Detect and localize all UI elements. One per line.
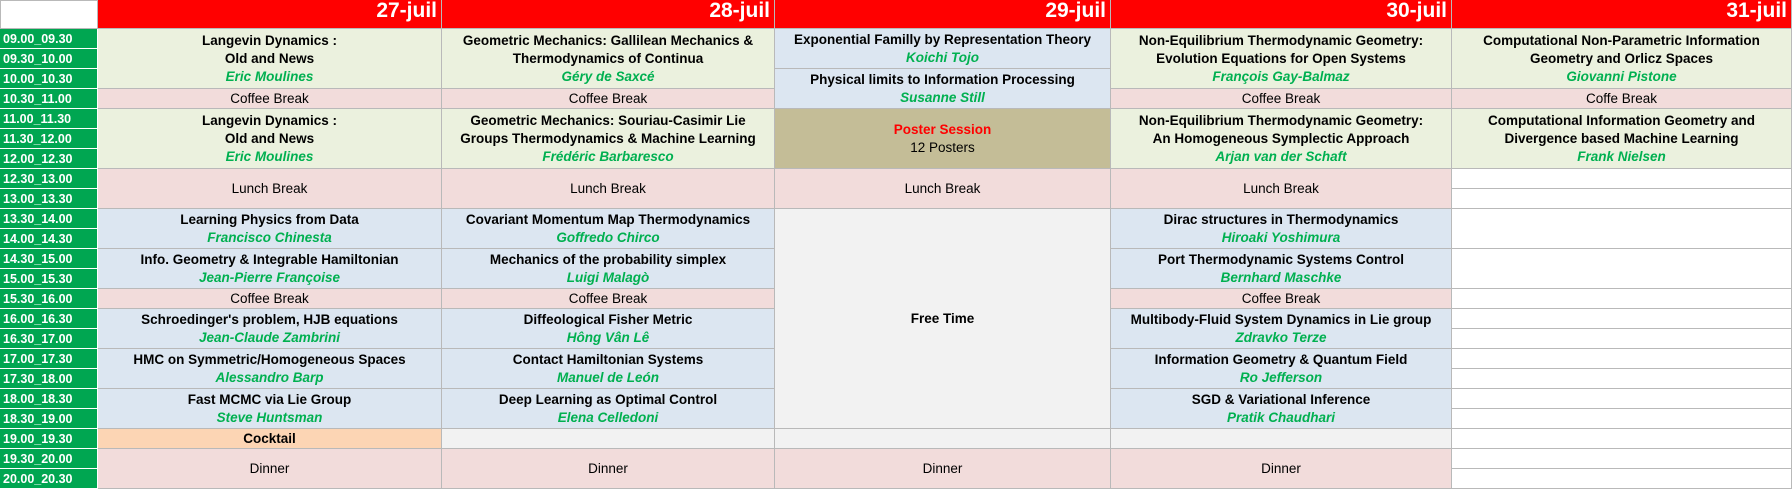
speaker-name: Zdravko Terze <box>1235 329 1327 345</box>
session-label: Free Time <box>910 310 975 326</box>
session-label: Coffee Break <box>230 290 309 306</box>
lunch-break <box>775 169 1111 209</box>
poster-count: 12 Posters <box>910 139 975 155</box>
session-label: Lunch Break <box>231 180 308 196</box>
speaker-name: Jean-Pierre Françoise <box>198 269 341 285</box>
talk-session <box>775 29 1111 69</box>
talk-session <box>1111 109 1452 169</box>
session-label: Dinner <box>588 460 628 476</box>
talk-title: Langevin Dynamics : <box>201 32 338 48</box>
empty-slot <box>1452 369 1792 389</box>
speaker-name: Francisco Chinesta <box>207 229 332 245</box>
talk-session <box>98 349 442 389</box>
talk-session <box>1111 309 1452 349</box>
talk-title: Geometry and Orlicz Spaces <box>1529 50 1714 66</box>
empty-slot <box>1452 329 1792 349</box>
speaker-name: Koichi Tojo <box>906 49 979 65</box>
cocktail <box>98 429 442 449</box>
time-slot-label: 17.00_17.30 <box>0 349 98 369</box>
talk-title: Schroedinger's problem, HJB equations <box>141 311 398 327</box>
talk-title: Geometric Mechanics: Souriau-Casimir Lie <box>470 112 746 128</box>
free-slot <box>775 209 1111 429</box>
talk-title: Covariant Momentum Map Thermodynamics <box>465 211 751 227</box>
speaker-name: Eric Moulines <box>225 68 314 84</box>
dinner <box>775 449 1111 489</box>
time-slot-label: 15.30_16.00 <box>0 289 98 309</box>
speaker-name: Jean-Claude Zambrini <box>198 329 341 345</box>
time-slot-label: 14.00_14.30 <box>0 229 98 249</box>
talk-title: Old and News <box>224 130 315 146</box>
speaker-name: Frédéric Barbaresco <box>542 148 674 164</box>
talk-session <box>98 209 442 249</box>
time-slot-label: 18.00_18.30 <box>0 389 98 409</box>
time-slot-label: 11.00_11.30 <box>0 109 98 129</box>
talk-session <box>1111 249 1452 289</box>
talk-session <box>442 109 775 169</box>
talk-session <box>442 309 775 349</box>
day-header: 29-juil <box>775 0 1111 29</box>
speaker-name: Frank Nielsen <box>1577 148 1666 164</box>
time-slot-label: 15.00_15.30 <box>0 269 98 289</box>
talk-session <box>442 389 775 429</box>
time-slot-label: 16.30_17.00 <box>0 329 98 349</box>
day-header: 27-juil <box>98 0 442 29</box>
session-label: Dinner <box>1261 460 1301 476</box>
talk-session <box>1111 349 1452 389</box>
talk-title: Fast MCMC via Lie Group <box>187 391 352 407</box>
talk-title: Diffeological Fisher Metric <box>523 311 693 327</box>
talk-session <box>442 29 775 89</box>
coffee-break <box>1111 89 1452 109</box>
time-slot-label: 10.30_11.00 <box>0 89 98 109</box>
time-slot-label: 12.00_12.30 <box>0 149 98 169</box>
speaker-name: Eric Moulines <box>225 148 314 164</box>
session-label: Coffee Break <box>230 90 309 106</box>
speaker-name: Pratik Chaudhari <box>1226 409 1336 425</box>
time-slot-label: 12.30_13.00 <box>0 169 98 189</box>
talk-session <box>442 249 775 289</box>
coffee-break <box>98 289 442 309</box>
session-label: Coffe Break <box>1585 90 1658 106</box>
empty-slot <box>1452 249 1792 289</box>
talk-session <box>442 209 775 249</box>
talk-title: Info. Geometry & Integrable Hamiltonian <box>140 251 399 267</box>
talk-title: An Homogeneous Symplectic Approach <box>1152 130 1410 146</box>
day-header: 30-juil <box>1111 0 1452 29</box>
free-slot <box>1111 429 1452 449</box>
session-label: Lunch Break <box>570 180 646 196</box>
time-slot-label: 13.30_14.00 <box>0 209 98 229</box>
talk-title: Groups Thermodynamics & Machine Learning <box>460 130 756 146</box>
session-label: Dinner <box>249 460 290 476</box>
empty-slot <box>1452 349 1792 369</box>
speaker-name: Steve Huntsman <box>216 409 323 425</box>
session-label: Coffee Break <box>568 90 648 106</box>
corner-cell <box>0 0 98 29</box>
time-slot-label: 16.00_16.30 <box>0 309 98 329</box>
talk-session <box>1452 29 1792 89</box>
talk-title: Mechanics of the probability simplex <box>489 251 727 267</box>
time-slot-label: 20.00_20.30 <box>0 469 98 489</box>
talk-title: Geometric Mechanics: Gallilean Mechanics & <box>462 32 754 48</box>
talk-session <box>1111 389 1452 429</box>
dinner <box>98 449 442 489</box>
time-slot-label: 19.00_19.30 <box>0 429 98 449</box>
empty-slot <box>1452 209 1792 249</box>
time-slot-label: 09.30_10.00 <box>0 49 98 69</box>
talk-title: Multibody-Fluid System Dynamics in Lie group <box>1130 311 1432 327</box>
speaker-name: François Gay-Balmaz <box>1212 68 1350 84</box>
empty-slot <box>1452 429 1792 449</box>
talk-title: Langevin Dynamics : <box>201 112 338 128</box>
speaker-name: Luigi Malagò <box>566 269 650 285</box>
talk-title: Exponential Familly by Representation Theory <box>793 31 1092 47</box>
poster-session-title: Poster Session <box>893 121 992 137</box>
time-slot-label: 14.30_15.00 <box>0 249 98 269</box>
talk-title: Non-Equilibrium Thermodynamic Geometry: <box>1138 112 1424 128</box>
talk-session <box>1111 209 1452 249</box>
poster-session <box>775 109 1111 169</box>
speaker-name: Goffredo Chirco <box>556 229 660 245</box>
time-slot-label: 17.30_18.00 <box>0 369 98 389</box>
talk-title: Dirac structures in Thermodynamics <box>1163 211 1399 227</box>
speaker-name: Hiroaki Yoshimura <box>1221 229 1341 245</box>
time-slot-label: 11.30_12.00 <box>0 129 98 149</box>
free-slot <box>775 429 1111 449</box>
dinner <box>1111 449 1452 489</box>
lunch-break <box>98 169 442 209</box>
speaker-name: Arjan van der Schaft <box>1215 148 1347 164</box>
talk-title: Computational Information Geometry and <box>1487 112 1755 128</box>
session-label: Lunch Break <box>904 180 981 196</box>
empty-slot <box>1452 309 1792 329</box>
talk-session <box>98 249 442 289</box>
talk-title: Divergence based Machine Learning <box>1504 130 1739 146</box>
session-label: Cocktail <box>243 430 296 446</box>
time-slot-label: 09.00_09.30 <box>0 29 98 49</box>
talk-session <box>98 309 442 349</box>
talk-title: Contact Hamiltonian Systems <box>512 351 704 367</box>
session-label: Coffee Break <box>1241 90 1321 106</box>
speaker-name: Elena Celledoni <box>557 409 659 425</box>
talk-session <box>1452 109 1792 169</box>
coffee-break <box>1452 89 1792 109</box>
talk-session <box>442 349 775 389</box>
coffee-break <box>442 89 775 109</box>
talk-title: Thermodynamics of Continua <box>512 50 704 66</box>
time-slot-label: 10.00_10.30 <box>0 69 98 89</box>
talk-title: Port Thermodynamic Systems Control <box>1157 251 1405 267</box>
lunch-break <box>442 169 775 209</box>
speaker-name: Giovanni Pistone <box>1566 68 1677 84</box>
speaker-name: Manuel de León <box>556 369 659 385</box>
talk-session <box>98 389 442 429</box>
coffee-break <box>442 289 775 309</box>
empty-slot <box>1452 289 1792 309</box>
day-header: 31-juil <box>1452 0 1792 29</box>
coffee-break <box>98 89 442 109</box>
speaker-name: Ro Jefferson <box>1239 369 1323 385</box>
session-label: Lunch Break <box>1243 180 1319 196</box>
day-header: 28-juil <box>442 0 775 29</box>
dinner <box>442 449 775 489</box>
talk-title: Non-Equilibrium Thermodynamic Geometry: <box>1138 32 1424 48</box>
speaker-name: Alessandro Barp <box>215 369 324 385</box>
speaker-name: Géry de Saxcé <box>561 68 655 84</box>
time-slot-label: 19.30_20.00 <box>0 449 98 469</box>
time-slot-label: 13.00_13.30 <box>0 189 98 209</box>
talk-title: Computational Non-Parametric Information <box>1483 32 1760 48</box>
talk-title: Physical limits to Information Processing <box>810 71 1075 87</box>
session-label: Coffee Break <box>568 290 648 306</box>
speaker-name: Bernhard Maschke <box>1220 269 1342 285</box>
session-label: Dinner <box>922 460 963 476</box>
talk-title: Learning Physics from Data <box>180 211 359 227</box>
lunch-break <box>1111 169 1452 209</box>
talk-title: Deep Learning as Optimal Control <box>498 391 718 407</box>
empty-slot <box>1452 189 1792 209</box>
empty-slot <box>1452 449 1792 469</box>
time-slot-label: 18.30_19.00 <box>0 409 98 429</box>
empty-slot <box>1452 469 1792 489</box>
speaker-name: Susanne Still <box>900 89 985 105</box>
talk-title: Information Geometry & Quantum Field <box>1154 351 1408 367</box>
empty-slot <box>1452 409 1792 429</box>
coffee-break <box>1111 289 1452 309</box>
session-label: Coffee Break <box>1241 290 1321 306</box>
talk-title: Evolution Equations for Open Systems <box>1156 50 1406 66</box>
talk-title: SGD & Variational Inference <box>1191 391 1371 407</box>
empty-slot <box>1452 169 1792 189</box>
speaker-name: Hông Vân Lê <box>566 329 650 345</box>
talk-session <box>1111 29 1452 89</box>
talk-session <box>98 29 442 89</box>
talk-title: HMC on Symmetric/Homogeneous Spaces <box>133 351 406 367</box>
talk-session <box>98 109 442 169</box>
empty-slot <box>1452 389 1792 409</box>
free-slot <box>442 429 775 449</box>
talk-session <box>775 69 1111 109</box>
talk-title: Old and News <box>224 50 315 66</box>
